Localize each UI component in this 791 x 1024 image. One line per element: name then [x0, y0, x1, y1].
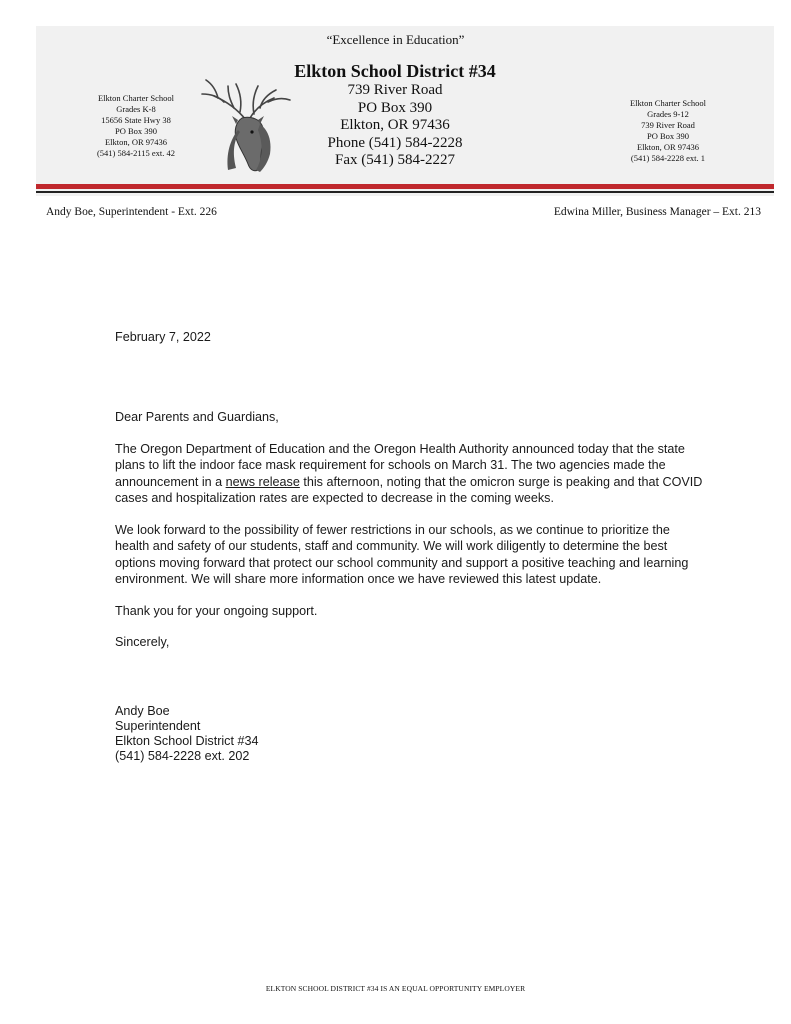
school-info-line: PO Box 390 — [114, 126, 158, 136]
paragraph-thanks: Thank you for your ongoing support. — [115, 603, 318, 618]
fax-line: Fax (541) 584-2227 — [335, 152, 455, 168]
phone-line: Phone (541) 584-2228 — [327, 134, 463, 151]
school-info-line: Grades K-8 — [116, 104, 156, 114]
business-manager-contact: Edwina Miller, Business Manager – Ext. 213 — [553, 206, 761, 218]
district-motto: “Excellence in Education” — [326, 32, 465, 47]
k8-school-info — [78, 93, 194, 159]
signer-name: Andy Boe — [115, 704, 170, 718]
school-info-line: Elkton Charter School — [97, 93, 174, 103]
high-school-info — [610, 98, 726, 164]
paragraph-text: The Oregon Department of Education and the Oregon Health Authority announced today that the state plans to lift the indoor face mask requirement for schools on March 31. The two agencies made the announcement in a — [115, 441, 685, 489]
header-rule-red — [36, 184, 774, 189]
address-line: PO Box 390 — [357, 99, 433, 116]
school-info-line: (541) 584-2115 ext. 42 — [96, 148, 176, 158]
school-info-line: Elkton, OR 97436 — [104, 137, 168, 147]
school-info-line: Elkton, OR 97436 — [636, 142, 700, 152]
school-info-line: Elkton Charter School — [629, 98, 706, 108]
school-info-line: 15656 State Hwy 38 — [101, 115, 171, 125]
school-info-line: (541) 584-2228 ext. 1 — [630, 153, 706, 163]
header-rule-black — [36, 191, 774, 193]
paragraph-outlook: We look forward to the possibility of fewer restrictions in our schools, as we continue to prioritize the health and safety of our students, staff and community. We will work diligently to determine the best options moving forward that protect our school community and support a positive teaching and learning environment. We will share more information once we have reviewed this latest update. — [115, 522, 689, 586]
address-line: 739 River Road — [347, 82, 443, 98]
signer-organization: Elkton School District #34 — [115, 734, 259, 748]
school-info-line: 739 River Road — [641, 120, 695, 130]
address-line: Elkton, OR 97436 — [340, 117, 450, 133]
equal-opportunity-footer: ELKTON SCHOOL DISTRICT #34 IS AN EQUAL OPPORTUNITY EMPLOYER — [265, 984, 526, 993]
paragraph-announcement — [115, 441, 705, 507]
school-info-line: PO Box 390 — [646, 131, 690, 141]
closing: Sincerely, — [115, 635, 170, 649]
school-info-line: Grades 9-12 — [647, 109, 689, 119]
district-address-block — [270, 60, 520, 170]
signer-title: Superintendent — [115, 719, 201, 733]
signer-phone: (541) 584-2228 ext. 202 — [115, 749, 250, 763]
news-release-link[interactable]: news release — [225, 474, 300, 489]
letter-date: February 7, 2022 — [115, 330, 211, 344]
signature-block — [115, 704, 259, 764]
elk-head-icon — [198, 74, 294, 174]
letter-body — [115, 409, 705, 666]
salutation: Dear Parents and Guardians, — [115, 410, 279, 424]
district-name: Elkton School District #34 — [294, 61, 496, 81]
superintendent-contact: Andy Boe, Superintendent - Ext. 226 — [46, 206, 217, 218]
paragraph-text: this afternoon, noting that the omicron surge is peaking and that COVID cases and hospitalization rates are expected to decrease in the coming weeks. — [115, 474, 703, 505]
